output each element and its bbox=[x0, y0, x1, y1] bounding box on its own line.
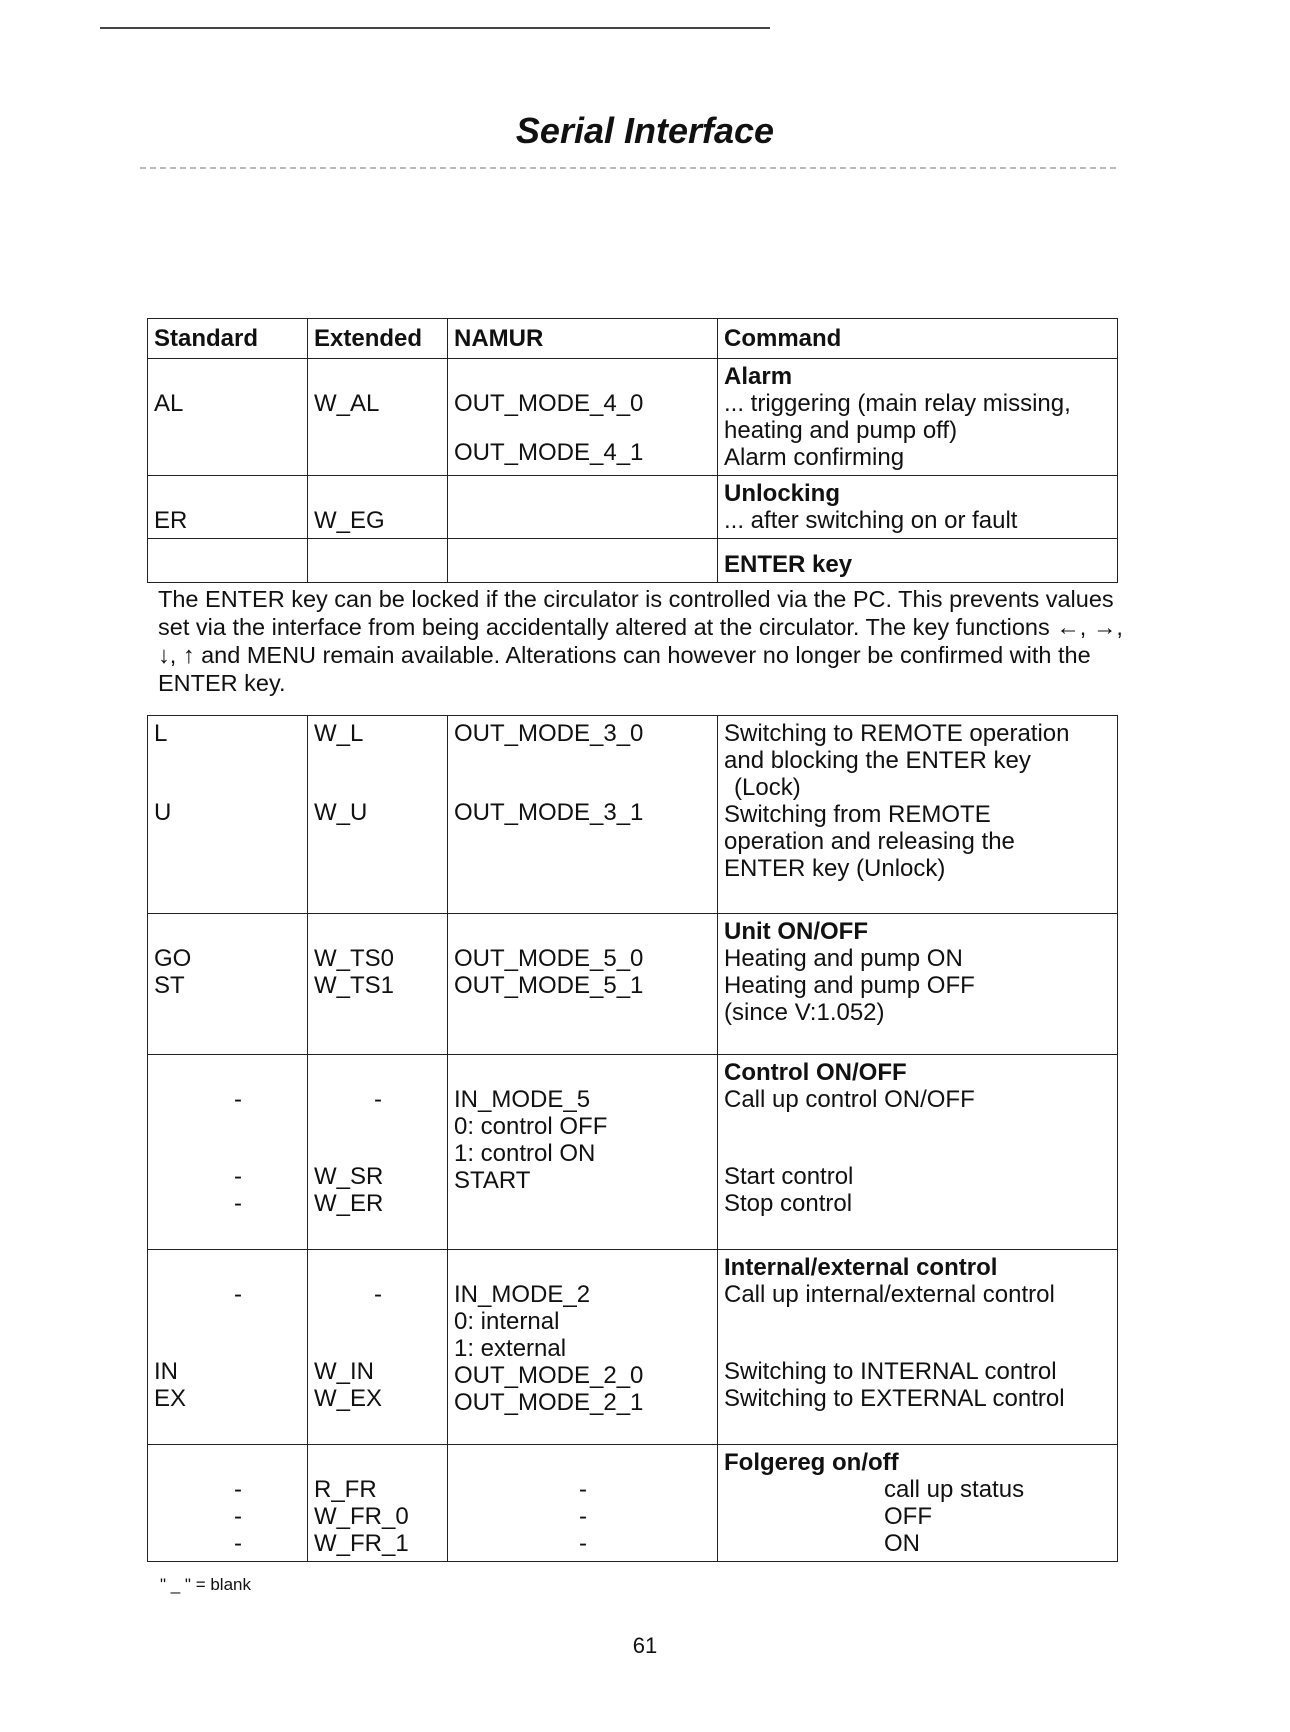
cell-command: Folgereg on/off call up status OFF ON bbox=[718, 1445, 1118, 1562]
cell-command: Switching to REMOTE operation and blocking the ENTER key (Lock) Switching from REMOTE operation and releasing the ENTER key (Unlock) bbox=[718, 716, 1118, 914]
cell-namur: OUT_MODE_4_0 OUT_MODE_4_1 bbox=[448, 359, 718, 476]
cell-extended: W_TS0 W_TS1 bbox=[308, 914, 448, 1055]
arrow-down-icon: ↓ bbox=[158, 642, 170, 668]
cell-extended: W_L W_U bbox=[308, 716, 448, 914]
table-row-internal-external bbox=[148, 1250, 1118, 1445]
cell-command: Control ON/OFF Call up control ON/OFF Start control Stop control bbox=[718, 1055, 1118, 1250]
cell-standard bbox=[148, 539, 308, 583]
cell-extended bbox=[308, 539, 448, 583]
table-row-control bbox=[148, 1055, 1118, 1250]
cell-extended: - W_IN W_EX bbox=[308, 1250, 448, 1445]
header-command: Command bbox=[718, 319, 1118, 359]
cell-extended: R_FR W_FR_0 W_FR_1 bbox=[308, 1445, 448, 1562]
page-number: 61 bbox=[632, 1633, 658, 1658]
table-row-unit bbox=[148, 914, 1118, 1055]
table-header-row bbox=[148, 319, 1118, 359]
command-table-1 bbox=[147, 318, 1118, 583]
header-namur: NAMUR bbox=[448, 319, 718, 359]
table-row-folgereg bbox=[148, 1445, 1118, 1562]
cell-command: Internal/external control Call up internal/external control Switching to INTERNAL control Switching to EXTERNAL control bbox=[718, 1250, 1118, 1445]
cell-namur: IN_MODE_5 0: control OFF 1: control ON START bbox=[448, 1055, 718, 1250]
command-table-2 bbox=[147, 715, 1118, 1562]
cell-command: Unlocking ... after switching on or fault bbox=[718, 476, 1118, 539]
cell-standard: GO ST bbox=[148, 914, 308, 1055]
cell-namur: OUT_MODE_3_0 OUT_MODE_3_1 bbox=[448, 716, 718, 914]
table-row-alarm bbox=[148, 359, 1118, 476]
arrow-right-icon: → bbox=[1092, 614, 1117, 640]
table-row-enter bbox=[148, 539, 1118, 583]
cell-standard: - IN EX bbox=[148, 1250, 308, 1445]
cell-namur bbox=[448, 476, 718, 539]
cell-namur: OUT_MODE_5_0 OUT_MODE_5_1 bbox=[448, 914, 718, 1055]
enter-key-note: The ENTER key can be locked if the circulator is controlled via the PC. This prevents values set via the interface from being accidentally altered at the circulator. The key functions ←, →, ↓, ↑ and MENU remain available. Alterations can however no longer be confirmed with the ENTER key. bbox=[158, 586, 1123, 696]
cell-extended: - W_SR W_ER bbox=[308, 1055, 448, 1250]
page-title: Serial Interface bbox=[515, 110, 775, 151]
arrow-up-icon: ↑ bbox=[182, 642, 195, 668]
table-row-lock bbox=[148, 716, 1118, 914]
header-standard: Standard bbox=[148, 319, 308, 359]
cell-standard: L U bbox=[148, 716, 308, 914]
arrow-left-icon: ← bbox=[1056, 614, 1080, 640]
cell-extended: W_EG bbox=[308, 476, 448, 539]
cell-standard: - - - bbox=[148, 1055, 308, 1250]
cell-standard: ER bbox=[148, 476, 308, 539]
cell-namur bbox=[448, 539, 718, 583]
cell-command: Alarm ... triggering (main relay missing, heating and pump off) Alarm confirming bbox=[718, 359, 1118, 476]
top-rule bbox=[100, 27, 770, 29]
cell-standard: AL bbox=[148, 359, 308, 476]
cell-command: ENTER key bbox=[718, 539, 1118, 583]
blank-footnote: " _ " = blank bbox=[160, 1575, 251, 1594]
cell-command: Unit ON/OFF Heating and pump ON Heating and pump OFF (since V:1.052) bbox=[718, 914, 1118, 1055]
cell-standard: - - - bbox=[148, 1445, 308, 1562]
title-rule bbox=[140, 167, 1120, 169]
header-extended: Extended bbox=[308, 319, 448, 359]
table-row-unlocking bbox=[148, 476, 1118, 539]
cell-namur: IN_MODE_2 0: internal 1: external OUT_MODE_2_0 OUT_MODE_2_1 bbox=[448, 1250, 718, 1445]
cell-extended: W_AL bbox=[308, 359, 448, 476]
cell-namur: - - - bbox=[448, 1445, 718, 1562]
